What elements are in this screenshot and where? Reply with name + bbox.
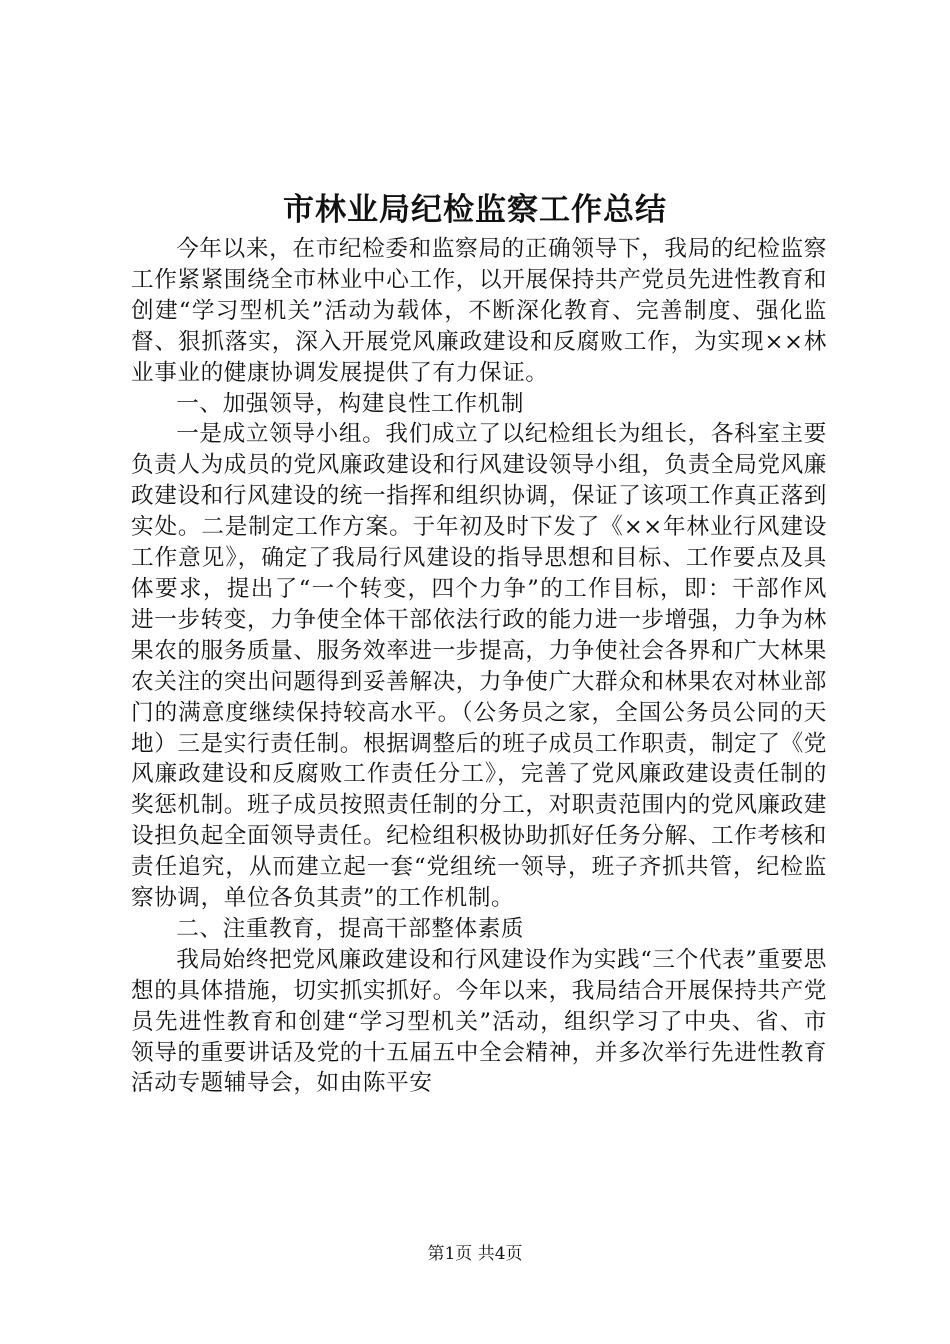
document-body	[131, 234, 827, 1099]
section-2-paragraph: 我局始终把党风廉政建设和行风建设作为实践“三个代表”重要思想的具体措施，切实抓实抓好。今年以来，我局结合开展保持共产党员先进性教育和创建“学习型机关”活动，组织学习了中央、省、市领导的重要讲话及党的十五届五中全会精神，并多次举行先进性教育活动专题辅导会，如由陈平安	[131, 946, 827, 1097]
section-1-paragraph: 一是成立领导小组。我们成立了以纪检组长为组长，各科室主要负责人为成员的党风廉政建设和行风建设领导小组，负责全局党风廉政建设和行风建设的统一指挥和组织协调，保证了该项工作真正落到实处。二是制定工作方案。于年初及时下发了《××年林业行风建设工作意见》，确定了我局行风建设的指导思想和目标、工作要点及具体要求，提出了“一个转变，四个力争”的工作目标，即：干部作风进一步转变，力争使全体干部依法行政的能力进一步增强，力争为林果农的服务质量、服务效率进一步提高，力争使社会各界和广大林果农关注的突出问题得到妥善解决，力争使广大群众和林果农对林业部门的满意度继续保持较高水平。（公务员之家，全国公务员公同的天地）三是实行责任制。根据调整后的班子成员工作职责，制定了《党风廉政建设和反腐败工作责任分工》，完善了党风廉政建设责任制的奖惩机制。班子成员按照责任制的分工，对职责范围内的党风廉政建设担负起全面领导责任。纪检组积极协助抓好任务分解、工作考核和责任追究，从而建立起一套“党组统一领导，班子齐抓共管，纪检监察协调，单位各负其责”的工作机制。	[131, 421, 827, 912]
page-footer: 第1页 共4页	[427, 1244, 523, 1264]
section-heading-2: 二、注重教育，提高干部整体素质	[176, 915, 525, 942]
document-title: 市林业局纪检监察工作总结	[283, 192, 667, 228]
section-heading-1: 一、加强领导，构建良性工作机制	[176, 390, 525, 417]
intro-paragraph: 今年以来，在市纪检委和监察局的正确领导下，我局的纪检监察工作紧紧围绕全市林业中心工作，以开展保持共产党员先进性教育和创建“学习型机关”活动为载体，不断深化教育、完善制度、强化监督、狠抓落实，深入开展党风廉政建设和反腐败工作，为实现××林业事业的健康协调发展提供了有力保证。	[131, 236, 827, 386]
